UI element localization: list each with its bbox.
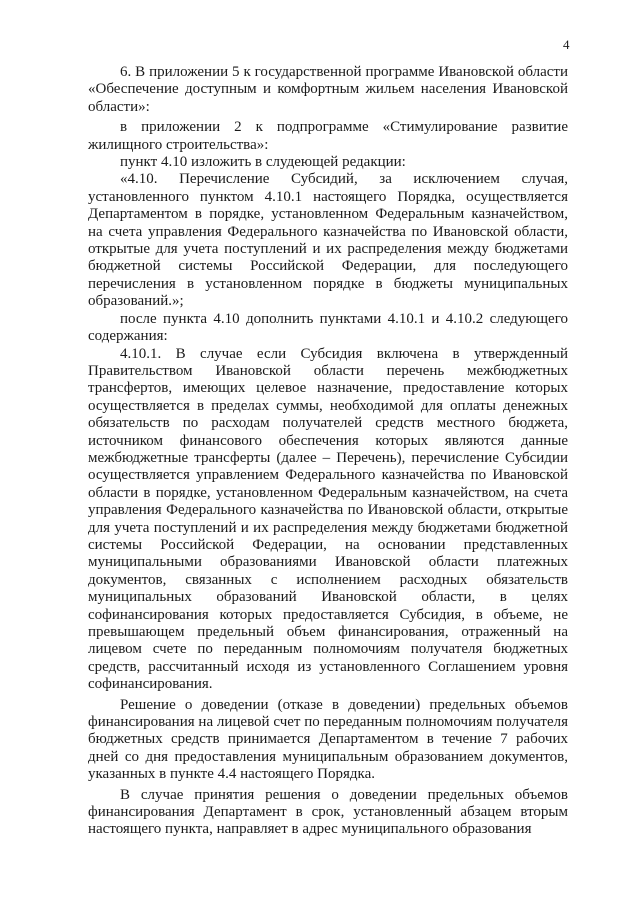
paragraph-point-4-10-intro: пункт 4.10 изложить в слудеющей редакции: [120,154,406,171]
paragraph-annex-2: в приложении 2 к подпрограмме «Стимулирование развитие жилищного строительства»: [88,119,568,153]
paragraph-add-points: после пункта 4.10 дополнить пунктами 4.10.1 и 4.10.2 следующего содержания: [88,310,568,345]
paragraph-financing-case: В случае принятия решения о доведении предельных объемов финансирования Департамент в срок, установленный абзацем вторым настоящего пункта, направляет в адрес муниципального образования [88,786,568,838]
page-number: 4 [563,37,570,52]
paragraph-item-6: 6. В приложении 5 к государственной программе Ивановской области «Обеспечение доступным и комфортным жильем населения Ивановской области»: [88,64,568,115]
paragraph-point-4-10: «4.10. Перечисление Субсидий, за исключением случая, установленного пунктом 4.10.1 настоящего Порядка, осуществляется Департаментом в порядке, установленном Федеральным казначейством, на счета управления Федерального казначейства по Ивановской области, открытые для учета поступлений и их распределения между бюджетами бюджетной системы Российской Федерации, для последующего перечисления в установленном порядке в бюджеты муниципальных образований.»; [88,171,568,310]
paragraph-decision: Решение о доведении (отказе в доведении) предельных объемов финансирования на лицевой счет по переданным полномочиям получателя бюджетных средств принимается Департаментом в течение 7 рабочих дней со дня предоставления муниципальным образованием документов, указанных в пункте 4.4 настоящего Порядка. [88,696,568,783]
paragraph-point-4-10-1: 4.10.1. В случае если Субсидия включена в утвержденный Правительством Ивановской области перечень межбюджетных трансфертов, имеющих целевое назначение, предоставление которых осуществляется в пределах суммы, необходимой для оплаты денежных обязательств по расходам получателей средств местного бюджета, источником финансового обеспечения которых являются данные межбюджетные трансферты (далее – Перечень), перечисление Субсидии осуществляется управлением Федерального казначейства по Ивановской области в порядке, установленном Федеральным казначейством, на счета управления Федерального казначейства по Ивановской области, открытые для учета поступлений и их распределения между бюджетами бюджетной системы Российской Федерации, на основании представленных муниципальными образованиями Ивановской области платежных документов, связанных с исполнением расходных обязательств муниципальных образований Ивановской области, в целях софинансирования которых предоставляется Субсидия, в объеме, не превышающем предельный объем финансирования, отраженный на лицевом счете по переданным полномочиям получателя бюджетных средств, рассчитанный исходя из установленного Соглашением уровня софинансирования. [88,345,568,693]
document-body [88,64,568,839]
